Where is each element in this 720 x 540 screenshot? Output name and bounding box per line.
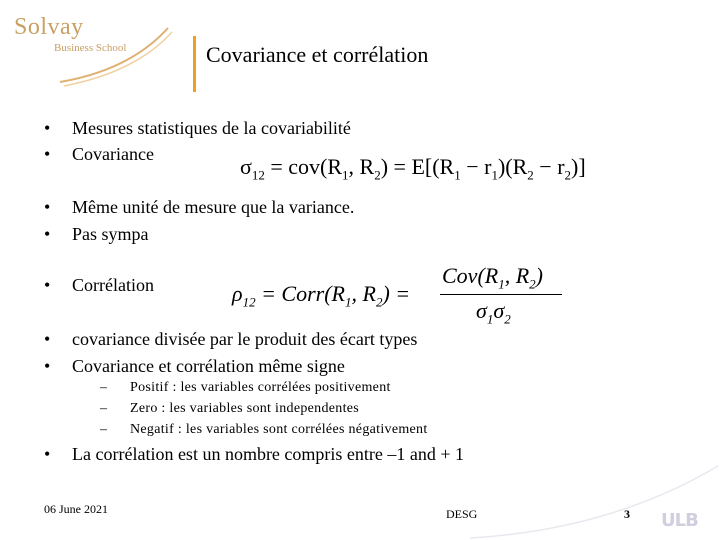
bullet-item (44, 444, 464, 464)
formula-text: − r (460, 154, 492, 179)
bullet-marker: • (44, 118, 51, 138)
bullet-text: Même unité de mesure que la variance. (72, 197, 355, 217)
formula-text: ) = E[(R (380, 154, 455, 179)
bullet-item (44, 118, 351, 138)
formula-subscript: 2 (374, 167, 381, 183)
ulb-logo: ULB (661, 510, 698, 531)
bullet-marker: • (44, 275, 51, 295)
sub-bullet-item (100, 401, 359, 417)
formula-subscript: 2 (504, 311, 511, 327)
formula-text: , R (504, 263, 530, 288)
formula-text: ) (535, 263, 543, 288)
formula-text: )(R (497, 154, 528, 179)
logo-business-school: Business School (54, 42, 127, 54)
sub-bullet-text: Positif : les variables corrélées positivement (130, 380, 391, 395)
bullet-marker: • (44, 224, 51, 244)
formula-subscript: 1 (486, 311, 494, 327)
bullet-item (44, 329, 417, 349)
sub-bullet-text: Negatif : les variables sont corrélées négativement (130, 422, 428, 437)
sub-bullet-text: Zero : les variables sont independentes (130, 401, 360, 416)
formula-subscript: 2 (529, 276, 536, 292)
correlation-denominator (476, 298, 511, 327)
bullet-marker: • (44, 329, 51, 349)
formula-text: = cov(R (264, 154, 343, 179)
correlation-numerator (442, 263, 543, 292)
bullet-text: Covariance et corrélation même signe (72, 356, 345, 376)
formula-text: ) = (382, 281, 411, 306)
bullet-text: La corrélation est un nombre compris entre –1 and + 1 (72, 444, 465, 464)
bullet-item (44, 224, 149, 244)
formula-symbol-sigma: σ (240, 154, 252, 179)
formula-text: )] (571, 154, 586, 179)
formula-subscript: 1 (498, 276, 505, 292)
bullet-text: Covariance (72, 144, 154, 164)
bullet-marker: • (44, 197, 51, 217)
formula-subscript: 12 (251, 167, 265, 183)
formula-subscript: 2 (564, 167, 572, 183)
sub-bullet-item (100, 422, 428, 438)
formula-subscript: 1 (491, 167, 498, 183)
formula-subscript: 2 (527, 167, 534, 183)
bullet-item (44, 275, 154, 295)
bullet-text: covariance divisée par le produit des écart types (72, 329, 418, 349)
title-accent-bar (193, 36, 196, 92)
formula-subscript: 1 (454, 167, 461, 183)
sub-bullet-marker: – (100, 422, 108, 437)
correlation-formula-lhs (232, 281, 410, 310)
bullet-text: Mesures statistiques de la covariabilité (72, 118, 351, 138)
bullet-item (44, 356, 345, 376)
bullet-item (44, 144, 154, 164)
bullet-item (44, 197, 354, 217)
fraction-line (440, 294, 562, 295)
formula-text: = Corr(R (255, 281, 345, 306)
footer-center-text: DESG (446, 507, 478, 521)
formula-subscript: 2 (375, 294, 383, 310)
formula-subscript: 1 (342, 167, 349, 183)
slide-title: Covariance et corrélation (206, 42, 429, 67)
sub-bullet-marker: – (100, 401, 108, 416)
sub-bullet-marker: – (100, 380, 108, 395)
covariance-formula (240, 154, 586, 183)
formula-symbol-sigma: σ (476, 298, 487, 323)
bullet-marker: • (44, 444, 51, 464)
formula-symbol-rho: ρ (232, 281, 243, 306)
bullet-marker: • (44, 356, 51, 376)
page-number: 3 (624, 507, 630, 521)
footer-date: 06 June 2021 (44, 502, 108, 516)
formula-symbol-sigma: σ (493, 298, 505, 323)
formula-text: , R (351, 281, 376, 306)
logo-solvay: Solvay (14, 14, 84, 40)
formula-text: , R (348, 154, 375, 179)
bullet-text: Pas sympa (72, 224, 149, 244)
bullet-marker: • (44, 144, 51, 164)
bullet-text: Corrélation (72, 275, 154, 295)
formula-subscript: 12 (242, 294, 256, 310)
formula-text: − r (533, 154, 565, 179)
formula-text: Cov(R (442, 263, 499, 288)
formula-subscript: 1 (344, 294, 352, 310)
sub-bullet-item (100, 380, 391, 396)
